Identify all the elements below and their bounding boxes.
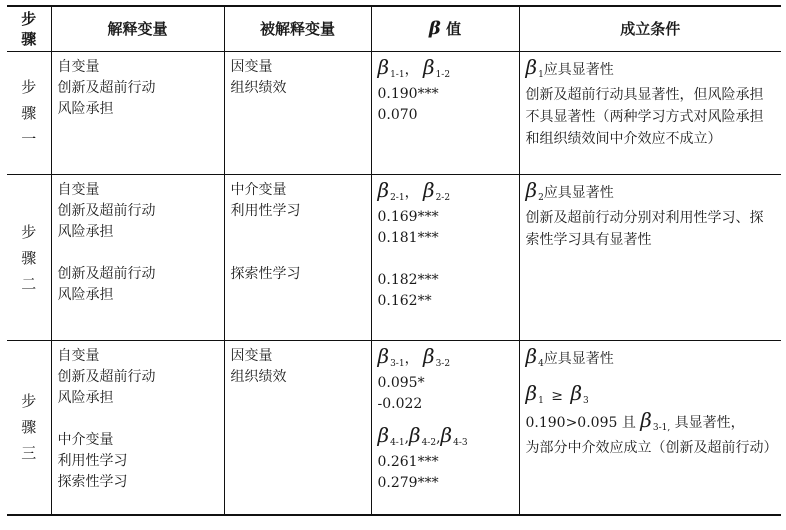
header-step xyxy=(7,6,51,52)
step-1-explanatory: 自变量 创新及超前行动 风险承担 xyxy=(51,52,224,175)
header-step-char-2: 骤 xyxy=(21,30,37,48)
header-condition: 成立条件 xyxy=(519,6,781,52)
table-header-row xyxy=(7,6,781,52)
header-explanatory: 解释变量 xyxy=(51,6,224,52)
mediation-test-table xyxy=(7,5,781,516)
step-3-condition-text-a: 0.190>0.095 且 $\beta_{3-1,}$ 具显著性， xyxy=(525,408,745,433)
header-beta: β 值 xyxy=(371,6,519,52)
step-3-beta: $\beta_{3-1}$， $\beta_{3-2}$ 0.095* -0.022 $\beta_{4-1},\beta_{4-2},\beta_{4-3}$ 0.261*** 0.279*** xyxy=(371,341,519,515)
step-2-beta: $\beta_{2-1}$， $\beta_{2-2}$ 0.169*** 0.181*** 0.182*** 0.162** xyxy=(371,175,519,341)
step-2-beta-symbols: $\beta_{2-1}$， $\beta_{2-2}$ xyxy=(377,178,451,203)
table-row-step-1 xyxy=(7,52,781,175)
step-1-beta: $\beta_{1-1}$， $\beta_{1-2}$ 0.190*** 0.070 xyxy=(371,52,519,175)
step-2-condition-text: 创新及超前行动分别对利用性学习、探索性学习具有显著性 xyxy=(525,210,764,248)
header-dependent: 被解释变量 xyxy=(224,6,371,52)
results-table-wrapper xyxy=(7,5,781,516)
table-row-step-3 xyxy=(7,341,781,515)
step-1-beta-symbols: $\beta_{1-1}$， $\beta_{1-2}$ xyxy=(377,55,451,80)
step-3-beta-symbols: $\beta_{3-1}$， $\beta_{3-2}$ xyxy=(377,344,451,369)
step-1-condition-head: $\beta_1$应具显著性 xyxy=(525,55,614,80)
step-3-explanatory: 自变量 创新及超前行动 风险承担 中介变量 利用性学习 探索性学习 xyxy=(51,341,224,515)
step-3-condition xyxy=(519,341,781,515)
step-1-label: 步 骤 一 xyxy=(7,52,51,175)
step-2-condition-head: $\beta_2$应具显著性 xyxy=(525,178,614,203)
step-3-condition-text-b: 为部分中介效应成立（创新及超前行动） xyxy=(525,440,778,456)
step-1-condition-text: 创新及超前行动具显著性，但风险承担不具显著性（两种学习方式对风险承担和组织绩效间中介效应不成立） xyxy=(525,87,764,147)
table-row-step-2 xyxy=(7,175,781,341)
step-3-label: 步 骤 三 xyxy=(7,341,51,515)
step-1-dependent: 因变量 组织绩效 xyxy=(224,52,371,175)
step-3-dependent: 因变量 组织绩效 xyxy=(224,341,371,515)
step-2-dependent: 中介变量 利用性学习 探索性学习 xyxy=(224,175,371,341)
step-3-beta-symbols-b: $\beta_{4-1},\beta_{4-2},\beta_{4-3}$ xyxy=(377,423,468,448)
step-1-condition xyxy=(519,52,781,175)
step-3-condition-head: $\beta_4$应具显著性 xyxy=(525,344,614,369)
step-2-label: 步 骤 二 xyxy=(7,175,51,341)
step-3-condition-inequality: $\beta_1 \ge \beta_3$ xyxy=(525,381,589,406)
step-2-explanatory: 自变量 创新及超前行动 风险承担 创新及超前行动 风险承担 xyxy=(51,175,224,341)
header-step-char-1: 步 xyxy=(21,10,37,28)
step-2-condition xyxy=(519,175,781,341)
